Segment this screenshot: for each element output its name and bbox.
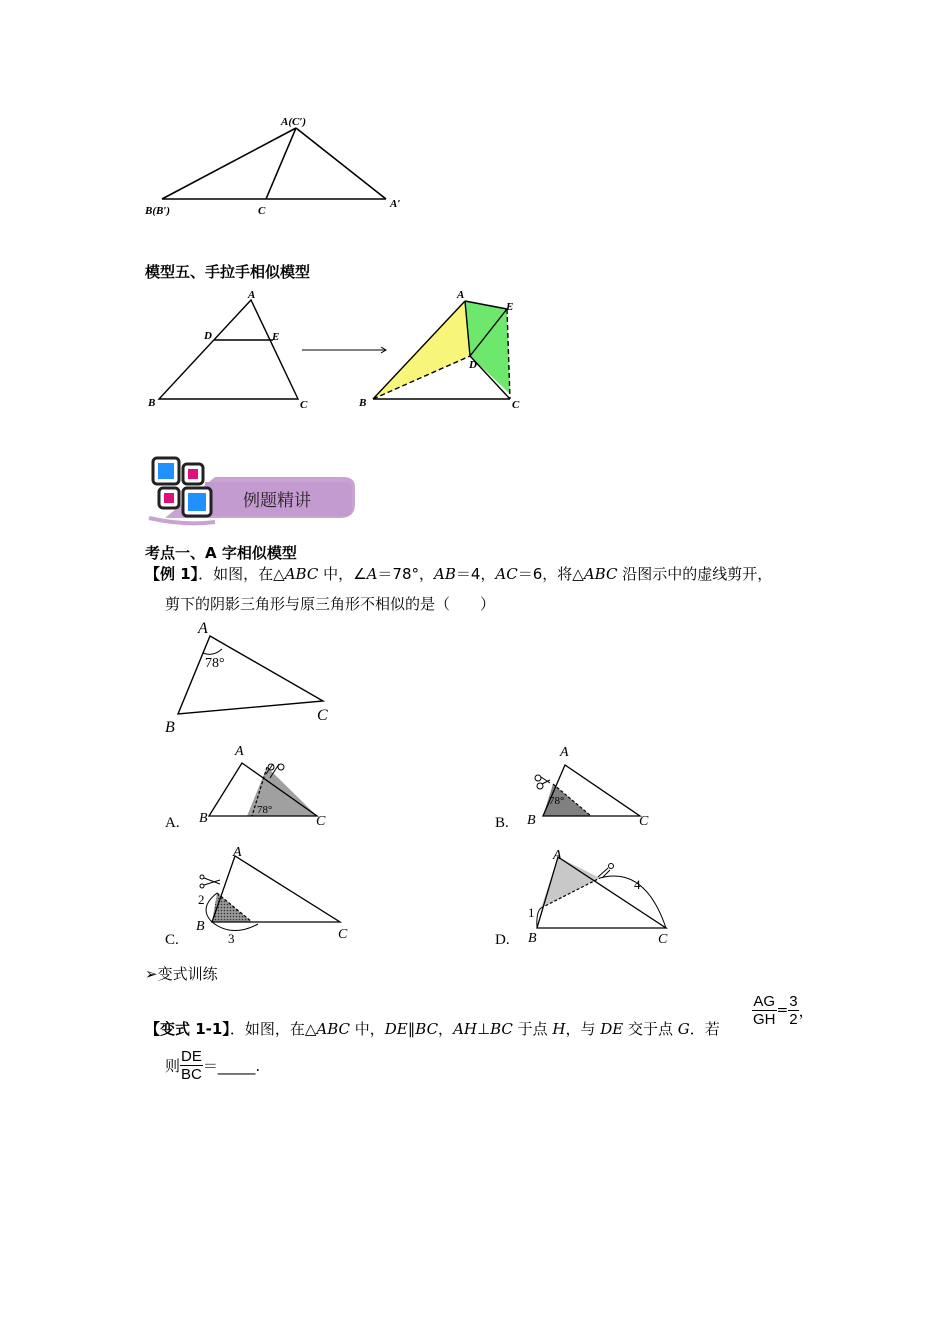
ratio-given <box>752 993 814 1028</box>
label-c: C <box>338 927 348 942</box>
label-b: B <box>359 397 367 409</box>
option-c-letter[interactable]: C. <box>165 932 179 948</box>
fraction-ag-gh: $\frac{AG}{GH}$ <box>753 993 776 1028</box>
label-a: A <box>248 289 256 301</box>
example1-text: ．如图，在△ <box>198 565 285 583</box>
option-d-figure[interactable] <box>520 840 680 950</box>
label-d: D <box>469 359 477 371</box>
practice-heading: ➢变式训练 <box>145 965 218 983</box>
scissors-icon <box>535 775 550 789</box>
banner-title: 例题精讲 <box>243 491 311 511</box>
math-h: H <box>552 1020 566 1038</box>
figure-example1-main <box>160 615 350 740</box>
variant1-text: 交于点 <box>623 1020 678 1038</box>
label-c: C <box>316 814 326 829</box>
variant1-text: ， <box>438 1020 454 1038</box>
answer-blank[interactable]: ＝_____. <box>202 1057 261 1075</box>
label-e: E <box>506 301 514 313</box>
math-ab: AB <box>434 565 456 583</box>
math-abc: ABC <box>316 1020 350 1038</box>
label-a: A <box>235 744 244 759</box>
label-b: B <box>527 813 536 828</box>
math-abc: ABC <box>583 565 618 583</box>
label-d: D <box>204 330 212 342</box>
option-b-letter[interactable]: B. <box>495 815 509 831</box>
variant1-text: ∥ <box>407 1020 416 1038</box>
label-a: A <box>457 289 465 301</box>
figure-model4 <box>140 110 420 230</box>
example1-line2: 剪下的阴影三角形与原三角形不相似的是（ ） <box>165 595 496 613</box>
example1-text: ＝6，将△ <box>517 565 584 583</box>
example1-text: ＝4， <box>455 565 496 583</box>
label-b: B(B′) <box>145 205 171 217</box>
variant1-text: 于点 <box>512 1020 553 1038</box>
label-a: A(C′) <box>281 116 307 128</box>
ze-text: 则 <box>165 1057 181 1075</box>
label-e: E <box>272 331 280 343</box>
math-ac: AC <box>495 565 518 583</box>
example1-line1 <box>145 563 772 584</box>
figure-model5-right <box>355 286 530 416</box>
label-c: C <box>258 205 266 217</box>
label-4: 4 <box>634 877 641 892</box>
math-bc: BC <box>490 1020 513 1038</box>
label-b: B <box>528 931 537 946</box>
comma: ， <box>798 1002 814 1020</box>
math-de: DE <box>384 1020 408 1038</box>
example1-text: ＝78°， <box>377 565 434 583</box>
math-g: G <box>677 1020 690 1038</box>
label-3: 3 <box>228 931 235 946</box>
seg-a-b <box>162 128 296 199</box>
seg-a-c <box>266 128 296 199</box>
kaodian1-heading: 考点一、A 字相似模型 <box>145 544 297 562</box>
label-b: B <box>196 919 205 934</box>
label-c: C <box>300 399 308 411</box>
scissors-icon <box>200 875 220 888</box>
variant1-line1 <box>145 1018 720 1039</box>
section-banner <box>145 452 360 524</box>
option-c-figure[interactable] <box>190 840 365 950</box>
example1-text: 沿图示中的虚线剪开， <box>617 565 773 583</box>
angle-label: 78° <box>205 656 225 671</box>
variant1-text: 中， <box>350 1020 385 1038</box>
model5-heading: 模型五、手拉手相似模型 <box>145 263 311 281</box>
label-b: B <box>165 719 175 736</box>
label-b: B <box>148 397 156 409</box>
variant1-text: ．如图，在△ <box>229 1020 317 1038</box>
example1-text: 中，∠ <box>318 565 367 583</box>
variant1-line2 <box>165 1048 260 1083</box>
variant1-text: ⊥ <box>476 1020 491 1038</box>
option-a-letter[interactable]: A. <box>165 815 180 831</box>
label-a2: A′ <box>390 198 401 210</box>
variant1-text: ，与 <box>565 1020 601 1038</box>
label-2: 2 <box>198 892 205 907</box>
label-b: B <box>199 811 208 826</box>
fraction-3-2: $\frac{3}{2}$ <box>789 993 798 1028</box>
math-a: A <box>366 565 378 583</box>
label-c: C <box>512 399 520 411</box>
label-a: A <box>553 848 562 863</box>
angle-label: 78° <box>257 804 273 816</box>
label-c: C <box>658 932 668 947</box>
label-a: A <box>233 845 242 860</box>
label-a: A <box>560 745 569 760</box>
label-c: C <box>639 814 649 829</box>
label-1: 1 <box>528 905 535 920</box>
math-de: DE <box>600 1020 624 1038</box>
label-a: A <box>198 620 208 637</box>
fraction-de-bc: $\frac{DE}{BC}$ <box>181 1048 202 1083</box>
variant1-text: ．若 <box>689 1020 720 1038</box>
label-c: C <box>317 707 328 724</box>
equals-sign: = <box>776 1002 789 1019</box>
seg-a-a2 <box>296 128 386 199</box>
angle-label: 78° <box>549 795 565 807</box>
math-ah: AH <box>453 1020 477 1038</box>
math-abc: ABC <box>284 565 319 583</box>
example1-tag: 【例 1】 <box>145 565 199 583</box>
option-a-figure[interactable] <box>195 740 340 835</box>
option-d-letter[interactable]: D. <box>495 932 510 948</box>
math-bc: BC <box>415 1020 439 1038</box>
variant1-tag: 【变式 1-1】 <box>145 1020 230 1038</box>
figure-model5-left <box>145 288 315 413</box>
option-b-figure[interactable] <box>525 740 665 835</box>
